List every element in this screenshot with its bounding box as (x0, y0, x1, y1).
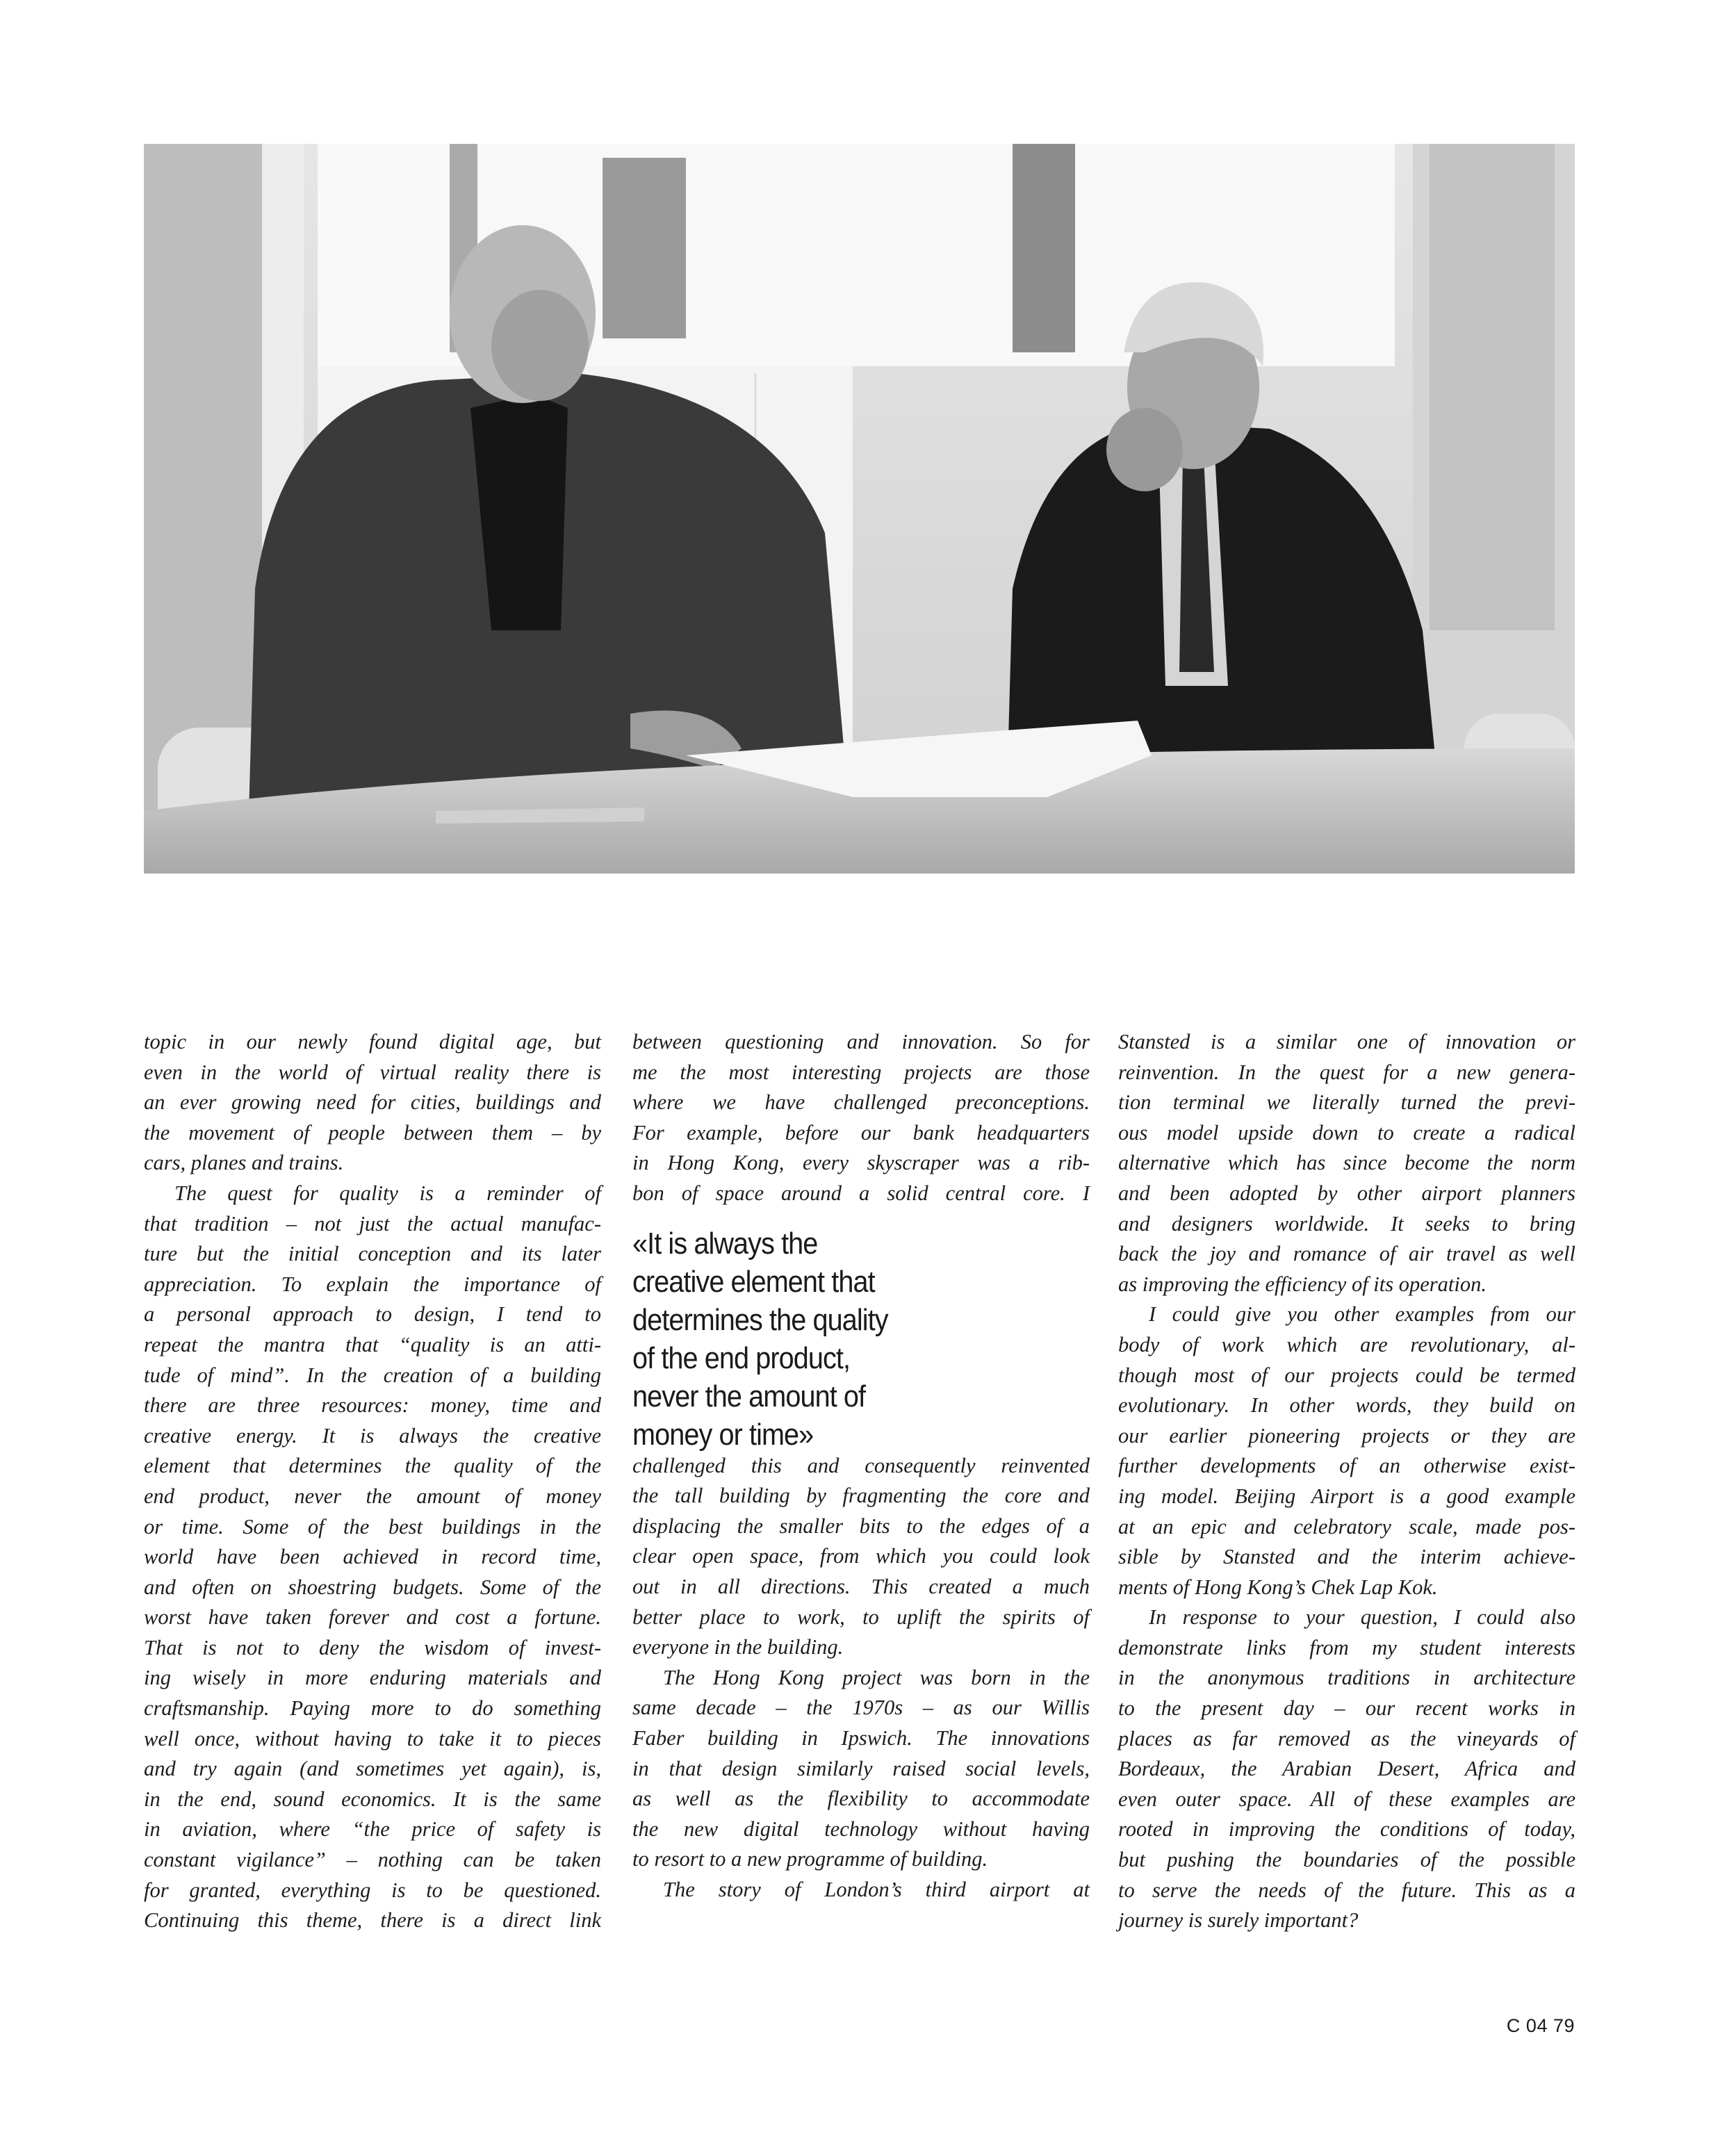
text-line: where we have challenged preconceptions. (632, 1090, 1090, 1115)
pull-quote-line: of the end product, (632, 1341, 851, 1375)
architectural-model (1013, 144, 1075, 352)
text-line: world have been achieved in record time, (144, 1545, 601, 1569)
text-line: ous model upside down to create a radical (1118, 1120, 1575, 1145)
architectural-model (603, 158, 686, 338)
text-line: there are three resources: money, time and (144, 1393, 601, 1418)
text-line: ture but the initial conception and its later (144, 1242, 601, 1266)
text-line: a personal approach to design, I tend to (144, 1302, 601, 1327)
text-line: well once, without having to take it to pieces (144, 1726, 601, 1751)
text-line: alternative which has since become the norm (1118, 1151, 1575, 1175)
text-line: between questioning and innovation. So for (632, 1030, 1090, 1053)
text-line: though most of our projects could be termed (1118, 1363, 1575, 1387)
text-line: our earlier pioneering projects or they are (1118, 1423, 1575, 1448)
text-line: constant vigilance” – nothing can be taken (144, 1848, 601, 1872)
text-line: The Hong Kong project was born in the (663, 1665, 1090, 1689)
paragraph (1118, 1602, 1575, 1936)
pull-quote (632, 1209, 1090, 1451)
pull-quote-line: never the amount of (632, 1379, 866, 1413)
paragraph (1118, 1300, 1575, 1602)
text-line: The quest for quality is a reminder of (174, 1181, 601, 1205)
text-line: tion terminal we literally turned the previ- (1118, 1090, 1575, 1115)
text-line: as well as the flexibility to accommodate (632, 1787, 1090, 1811)
text-line: in that design similarly raised social levels, (632, 1756, 1090, 1780)
text-line: challenged this and consequently reinvented (632, 1453, 1090, 1477)
text-line: that tradition – not just the actual manufac- (144, 1211, 601, 1236)
text-line: further developments of an otherwise exist- (1118, 1454, 1575, 1478)
text-line: to serve the needs of the future. This as a (1118, 1878, 1575, 1902)
text-line: but pushing the boundaries of the possible (1118, 1848, 1575, 1872)
text-line: That is not to deny the wisdom of invest- (144, 1635, 601, 1659)
text-line: craftsmanship. Paying more to do something (144, 1696, 601, 1721)
text-line: an ever growing need for cities, buildings and (144, 1090, 601, 1115)
text-line: Continuing this theme, there is a direct link (144, 1908, 601, 1933)
text-line: and been adopted by other airport planners (1118, 1181, 1575, 1205)
text-line: end product, never the amount of money (144, 1484, 601, 1508)
text-line: in Hong Kong, every skyscraper was a rib- (632, 1151, 1090, 1175)
text-line: cars, planes and trains. (144, 1151, 344, 1175)
text-line: ments of Hong Kong’s Chek Lap Kok. (1118, 1575, 1438, 1599)
paragraph (632, 1027, 1090, 1209)
text-line: element that determines the quality of the (144, 1454, 601, 1478)
text-line: the movement of people between them – by (144, 1120, 601, 1145)
paragraph (632, 1451, 1090, 1663)
interview-photo (144, 144, 1575, 874)
text-line: worst have taken forever and cost a fortune. (144, 1605, 601, 1630)
text-line: places as far removed as the vineyards of (1118, 1726, 1575, 1751)
text-line: in aviation, where “the price of safety is (144, 1817, 601, 1842)
text-line: appreciation. To explain the importance of (144, 1272, 601, 1296)
paragraph (144, 1027, 601, 1179)
text-line: displacing the smaller bits to the edges of a (632, 1514, 1090, 1538)
text-line: ing wisely in more enduring materials and (144, 1666, 601, 1690)
paragraph (144, 1179, 601, 1936)
text-line: journey is surely important? (1118, 1908, 1359, 1933)
text-line: evolutionary. In other words, they build on (1118, 1393, 1575, 1418)
text-line: For example, before our bank headquarters (632, 1120, 1090, 1145)
text-line: Bordeaux, the Arabian Desert, Africa and (1118, 1757, 1575, 1781)
text-line: me the most interesting projects are those (632, 1060, 1090, 1084)
paragraph (632, 1875, 1090, 1905)
text-line: demonstrate links from my student interests (1118, 1635, 1575, 1659)
text-line: everyone in the building. (632, 1635, 844, 1659)
text-line: tude of mind”. In the creation of a building (144, 1363, 601, 1387)
pull-quote-line: money or time» (632, 1417, 814, 1452)
pull-quote-line: «It is always the (632, 1226, 818, 1261)
pull-quote-line: determines the quality (632, 1302, 888, 1337)
text-line: the new digital technology without having (632, 1817, 1090, 1841)
paragraph (632, 1663, 1090, 1875)
text-line: to resort to a new programme of building. (632, 1847, 988, 1871)
text-line: even outer space. All of these examples are (1118, 1787, 1575, 1811)
text-line: at an epic and celebratory scale, made pos- (1118, 1514, 1575, 1539)
text-line: creative energy. It is always the creative (144, 1423, 601, 1448)
text-line: out in all directions. This created a much (632, 1574, 1090, 1598)
text-line: rooted in improving the conditions of today, (1118, 1817, 1575, 1842)
text-line: to the present day – our recent works in (1118, 1696, 1575, 1721)
text-line: bon of space around a solid central core. I (632, 1181, 1090, 1205)
text-line: sible by Stansted and the interim achieve- (1118, 1545, 1575, 1569)
text-line: Stansted is a similar one of innovation or (1118, 1030, 1575, 1053)
text-line: back the joy and romance of air travel as well (1118, 1242, 1575, 1266)
text-column-2 (632, 1027, 1090, 1905)
text-line: in the end, sound economics. It is the same (144, 1787, 601, 1811)
text-line: and designers worldwide. It seeks to bring (1118, 1211, 1575, 1236)
text-line: repeat the mantra that “quality is an atti- (144, 1332, 601, 1356)
text-line: Faber building in Ipswich. The innovations (632, 1725, 1090, 1750)
text-line: I could give you other examples from our (1149, 1302, 1575, 1327)
text-line: ing model. Beijing Airport is a good example (1118, 1484, 1575, 1508)
text-line: in the anonymous traditions in architecture (1118, 1666, 1575, 1690)
text-line: The story of London’s third airport at (663, 1877, 1090, 1901)
text-line: or time. Some of the best buildings in the (144, 1514, 601, 1539)
text-line: reinvention. In the quest for a new genera- (1118, 1060, 1575, 1084)
pull-quote-line: creative element that (632, 1264, 875, 1299)
text-line: same decade – the 1970s – as our Willis (632, 1696, 1090, 1720)
text-column-3 (1118, 1027, 1575, 1936)
text-column-1 (144, 1027, 601, 1936)
text-line: for granted, everything is to be questioned. (144, 1878, 601, 1902)
text-line: even in the world of virtual reality there is (144, 1060, 601, 1084)
text-line: and often on shoestring budgets. Some of the (144, 1575, 601, 1599)
text-line: clear open space, from which you could look (632, 1544, 1090, 1568)
text-line: better place to work, to uplift the spirits of (632, 1605, 1090, 1629)
text-line: body of work which are revolutionary, al- (1118, 1332, 1575, 1356)
page-number: C 04 79 (1506, 2015, 1575, 2036)
text-line: In response to your question, I could also (1149, 1605, 1575, 1630)
text-line: as improving the efficiency of its operation. (1118, 1272, 1487, 1296)
text-line: and try again (and sometimes yet again), is, (144, 1757, 601, 1781)
text-line: topic in our newly found digital age, but (144, 1030, 601, 1053)
paragraph (1118, 1027, 1575, 1300)
text-line: the tall building by fragmenting the core and (632, 1484, 1090, 1508)
